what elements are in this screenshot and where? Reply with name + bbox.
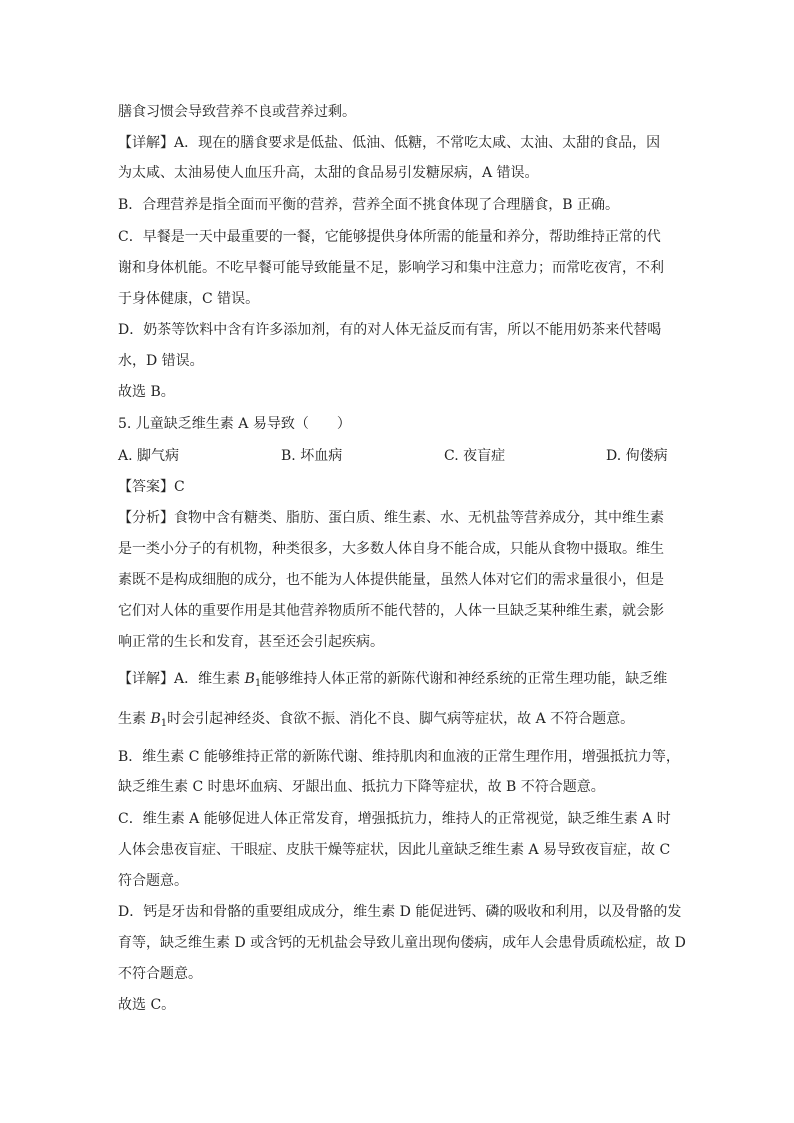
answer-line: 【答案】C bbox=[118, 479, 185, 495]
detail-line bbox=[118, 709, 634, 734]
analysis-line: 素既不是构成细胞的成分，也不能为人体提供能量，虽然人体对它们的需求量很小，但是 bbox=[118, 572, 664, 588]
detail-line: 不符合题意。 bbox=[118, 966, 202, 982]
text-line: 水，D 错误。 bbox=[118, 353, 204, 369]
detail-text: 能够维持人体正常的新陈代谢和神经系统的正常生理功能，缺乏维 bbox=[261, 671, 668, 687]
detail-text: 【详解】A．维生素 bbox=[118, 671, 245, 687]
text-line: 【详解】A．现在的膳食要求是低盐、低油、低糖，不常吃太咸、太油、太甜的食品，因 bbox=[118, 135, 661, 151]
detail-text: 时会引起神经炎、食欲不振、消化不良、脚气病等症状，故 A 不符合题意。 bbox=[167, 711, 635, 727]
analysis-line: 是一类小分子的有机物，种类很多，大多数人体自身不能合成，只能从食物中摄取。维生 bbox=[118, 541, 664, 557]
detail-line: 育等，缺乏维生素 D 或含钙的无机盐会导致儿童出现佝偻病，成年人会患骨质疏松症，故 D bbox=[118, 935, 686, 951]
detail-line: C．维生素 A 能够促进人体正常发育，增强抵抗力，维持人的正常视觉，缺乏维生素 A 时 bbox=[118, 811, 671, 827]
detail-line: B．维生素 C 能够维持正常的新陈代谢、维持肌肉和血液的正常生理作用，增强抵抗力等， bbox=[118, 749, 680, 765]
detail-line: 故选 C。 bbox=[118, 997, 176, 1013]
formula-sub: 1 bbox=[160, 718, 168, 729]
formula-var: B bbox=[244, 671, 255, 687]
analysis-line: 响正常的生长和发育，甚至还会引起疾病。 bbox=[118, 634, 384, 650]
detail-line bbox=[118, 669, 667, 694]
text-line: D．奶茶等饮料中含有许多添加剂，有的对人体无益反而有害，所以不能用奶茶来代替喝 bbox=[118, 322, 662, 338]
detail-text: 生素 bbox=[118, 711, 151, 727]
text-line: 谢和身体机能。不吃早餐可能导致能量不足，影响学习和集中注意力；而常吃夜宵，不利 bbox=[118, 260, 664, 276]
formula-sub: 1 bbox=[254, 678, 262, 689]
option-d: D. 佝偻病 bbox=[606, 448, 668, 464]
option-c: C. 夜盲症 bbox=[444, 448, 506, 464]
text-line: 为太咸、太油易使人血压升高，太甜的食品易引发糖尿病，A 错误。 bbox=[118, 165, 539, 181]
detail-line: D．钙是牙齿和骨骼的重要组成成分，维生素 D 能促进钙、磷的吸收和利用，以及骨骼的发 bbox=[118, 904, 682, 920]
text-line: 于身体健康，C 错误。 bbox=[118, 291, 260, 307]
text-line: B．合理营养是指全面而平衡的营养，营养全面不挑食体现了合理膳食，B 正确。 bbox=[118, 197, 620, 213]
text-line: 膳食习惯会导致营养不良或营养过剩。 bbox=[118, 104, 356, 120]
text-line: 故选 B。 bbox=[118, 384, 175, 400]
question-stem: 5. 儿童缺乏维生素 A 易导致（ ） bbox=[118, 416, 351, 432]
option-a: A. 脚气病 bbox=[118, 448, 180, 464]
formula-var: B bbox=[150, 711, 161, 727]
text-line: C．早餐是一天中最重要的一餐，它能够提供身体所需的能量和养分，帮助维持正常的代 bbox=[118, 229, 661, 245]
detail-line: 缺乏维生素 C 时患坏血病、牙龈出血、抵抗力下降等症状，故 B 不符合题意。 bbox=[118, 779, 605, 795]
detail-line: 符合题意。 bbox=[118, 873, 188, 889]
detail-line: 人体会患夜盲症、干眼症、皮肤干燥等症状，因此儿童缺乏维生素 A 易导致夜盲症，故 C bbox=[118, 842, 671, 858]
analysis-line: 它们对人体的重要作用是其他营养物质所不能代替的，人体一旦缺乏某种维生素，就会影 bbox=[118, 603, 664, 619]
option-b: B. 坏血病 bbox=[281, 448, 343, 464]
analysis-line: 【分析】食物中含有糖类、脂肪、蛋白质、维生素、水、无机盐等营养成分，其中维生素 bbox=[118, 510, 664, 526]
